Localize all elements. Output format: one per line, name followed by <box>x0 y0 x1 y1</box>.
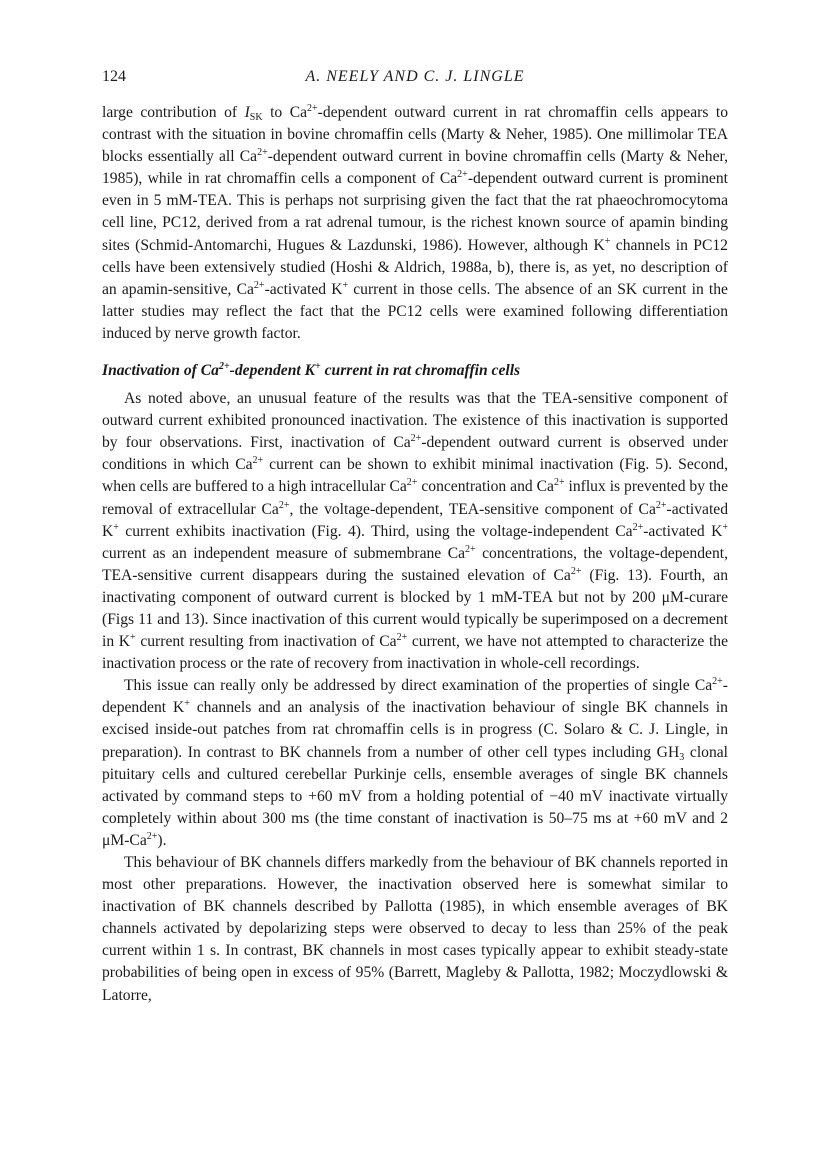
body-paragraph: This behaviour of BK channels differs markedly from the behaviour of BK channels reported in most other preparations. However, the inactivation observed here is somewhat similar to inactivation of BK channels described by Pallotta (1985), in which ensemble averages of BK channels activated by depolarizing steps were observed to decay to less than 25% of the peak current within 1 s. In contrast, BK channels in most cases typically appear to exhibit steady-state probabilities of being open in excess of 95% (Barrett, Magleby & Pallotta, 1982; Moczydlowski & Latorre, <box>102 854 728 1004</box>
section-heading: Inactivation of $Ca^{2+}$-dependent K+ current in rat chromaffin cells <box>102 361 521 380</box>
body-paragraph: As noted above, an unusual feature of the results was that the TEA-sensitive component of outward current exhibited pronounced inactivation. The existence of this inactivation is supported by four observations. First, inactivation of $Ca^{2+}$-dependent outward current is observed under conditions in which $Ca^{2+}$ current can be shown to exhibit minimal inactivation (Fig. 5). Second, when cells are buffered to a high intracellular $Ca^{2+}$ concentration and $Ca^{2+}$ influx is prevented by the removal of extracellular $Ca^{2+}$, the voltage-dependent, TEA-sensitive component of $Ca^{2+}$-activated K+ current exhibits inactivation (Fig. 4). Third, using the voltage-independent $Ca^{2+}$-activated K+ current as an independent measure of submembrane $Ca^{2+}$ concentrations, the voltage-dependent, TEA-sensitive current disappears during the sustained elevation of $Ca^{2+}$ (Fig. 13). Fourth, an inactivating component of outward current is blocked by 1 mM-TEA but not by 200 μM-curare (Figs 11 and 13). Since inactivation of this current would typically be superimposed on a decrement in K+ current resulting from inactivation of $Ca^{2+}$ current, we have not attempted to characterize the inactivation process or the rate of recovery from inactivation in whole-cell recordings. <box>102 390 729 673</box>
journal-page <box>102 64 728 1007</box>
body-paragraph: This issue can really only be addressed by direct examination of the properties of single $Ca^{2+}$-dependent K+ channels and an analysis of the inactivation behaviour of single BK channels in excised inside-out patches from rat chromaffin cells is in progress (C. Solaro & C. J. Lingle, in preparation). In contrast to BK channels from a number of other cell types including $GH_3$ clonal pituitary cells and cultured cerebellar Purkinje cells, ensemble averages of single BK channels activated by command steps to +60 mV from a holding potential of −40 mV inactivate virtually completely within about 300 ms (the time constant of inactivation is 50–75 ms at +60 mV and 2 $\mu M-Ca^{2+}$). <box>102 676 728 849</box>
running-head <box>102 64 728 88</box>
running-title: A. NEELY AND C. J. LINGLE <box>305 68 525 85</box>
body-paragraph: large contribution of $I_{SK}$ to $Ca^{2+}$-dependent outward current in rat chromaffin cells appears to contrast with the situation in bovine chromaffin cells (Marty & Neher, 1985). One millimolar TEA blocks essentially all $Ca^{2+}$-dependent outward current in bovine chromaffin cells (Marty & Neher, 1985), while in rat chromaffin cells a component of $Ca^{2+}$-dependent outward current is prominent even in 5 mM-TEA. This is perhaps not surprising given the fact that the rat phaeochromocytoma cell line, PC12, derived from a rat adrenal tumour, is the richest known source of apamin binding sites (Schmid-Antomarchi, Hugues & Lazdunski, 1986). However, although K+ channels in PC12 cells have been extensively studied (Hoshi & Aldrich, 1988a, b), there is, as yet, no description of an apamin-sensitive, $Ca^{2+}$-activated K+ current in those cells. The absence of an SK current in the latter studies may reflect the fact that the PC12 cells were examined following differentiation induced by nerve growth factor. <box>102 103 729 342</box>
page-number: 124 <box>102 68 126 85</box>
